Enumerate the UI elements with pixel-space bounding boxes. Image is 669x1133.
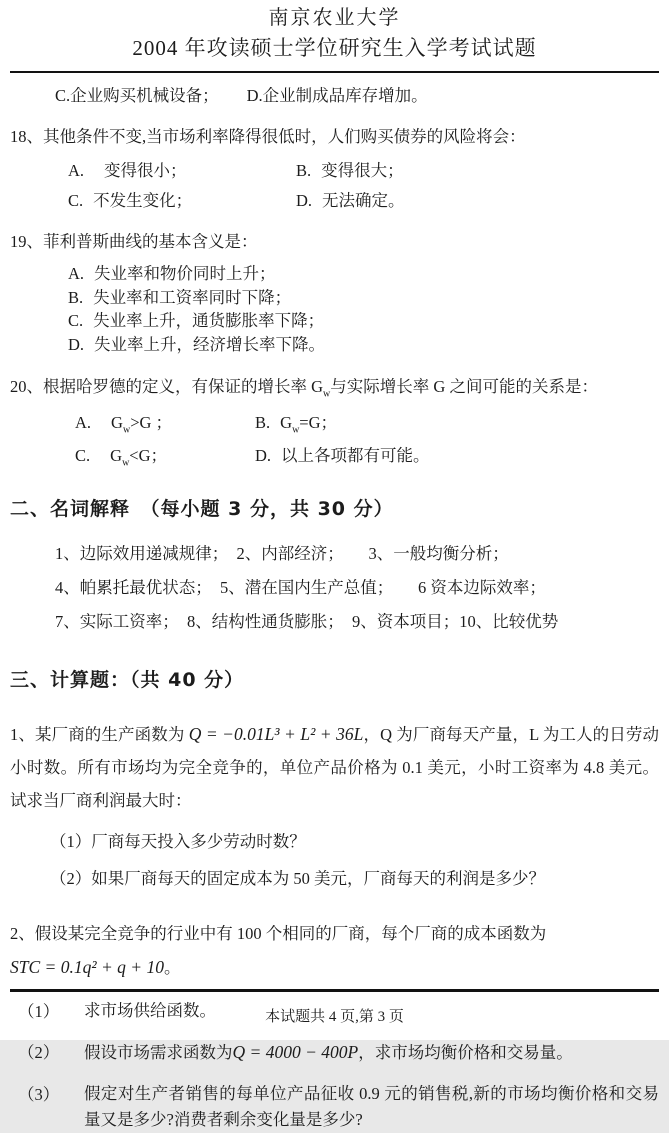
section-2-heading: 二、名词解释 （每小题 3 分，共 30 分） [10, 497, 394, 520]
q18-option-c-text: 不发生变化； [93, 191, 193, 210]
q20-stem-subscript: w [323, 388, 331, 400]
q18-option-c-label: C. [68, 191, 84, 210]
q18-option-b [296, 157, 659, 181]
q19-option-d [68, 333, 659, 357]
q20-option-a [75, 409, 255, 435]
calc1-intro-pre: 1、某厂商的生产函数为 [10, 724, 189, 744]
q20-option-b-var: G [280, 413, 293, 433]
calc-question-1 [10, 718, 659, 891]
q19-option-a-label: A. [68, 264, 85, 283]
q20-stem [10, 373, 659, 399]
q20-option-c-subscript: w [122, 456, 130, 468]
q20-option-b-text [280, 413, 338, 436]
terms-line-3: 7、实际工资率； 8、结构性通货膨胀； 9、资本项目；10、比较优势 [55, 611, 559, 631]
calc1-production-function: Q = −0.01L³ + L² + 36L [188, 723, 364, 744]
exam-header [10, 6, 659, 62]
q20-option-c-rest: <G； [129, 445, 168, 465]
calc1-intro-post: ，Q 为厂商每天产量，L 为工人的日劳动小时数。所有市场均为完全竞争的，单位产品价格为 0.1 美元，小时工资率为 4.8 美元。试求当厂商利润最大时： [10, 724, 660, 810]
calc2-sub-1-text: 求市场供给函数。 [84, 1000, 216, 1020]
calc1-sub-2: （2）如果厂商每天的固定成本为 50 美元，厂商每天的利润是多少？ [50, 868, 545, 888]
q20-option-a-label: A. [75, 413, 92, 433]
q18-stem: 18、其他条件不变,当市场利率降得很低时，人们购买债券的风险将会： [10, 127, 526, 146]
section-2-terms [55, 537, 659, 639]
q18-option-a-text: 变得很小； [104, 161, 187, 180]
calc2-cost-function: STC = 0.1q² + q + 10 [10, 956, 164, 977]
q18-options [68, 157, 659, 211]
section-3-heading: 三、计算题：（共 40 分） [10, 668, 245, 691]
carryover-options [55, 82, 659, 106]
calc2-sub-2-label: （2） [18, 1042, 60, 1062]
q18-option-d-text: 无法确定。 [322, 191, 405, 210]
q20-option-b-rest: =G； [299, 413, 338, 433]
footer-divider [10, 989, 659, 992]
calc2-cost-function-period: 。 [163, 957, 181, 977]
q19-stem: 19、菲利普斯曲线的基本含义是： [10, 232, 258, 251]
q19-option-c [68, 309, 659, 333]
q18-option-c [68, 187, 296, 211]
calc2-sub-2-pre: 假设市场需求函数为 [84, 1042, 233, 1062]
terms-line-2: 4、帕累托最优状态； 5、潜在国内生产总值； 6 资本边际效率； [55, 577, 546, 597]
question-18 [10, 123, 659, 211]
q18-option-b-text: 变得很大； [321, 161, 404, 180]
university-name: 南京农业大学 [268, 7, 401, 29]
q20-option-c [75, 442, 255, 468]
q19-option-a [68, 262, 659, 286]
q19-option-c-text: 失业率上升，通货膨胀率下降； [93, 311, 325, 330]
q20-option-a-rest: >G ； [130, 413, 173, 433]
calc2-sub-2-text [84, 1039, 659, 1066]
q20-stem-pre: 20、根据哈罗德的定义，有保证的增长率 G [10, 377, 324, 396]
calc1-sub-1: （1）厂商每天投入多少劳动时数？ [50, 831, 306, 851]
q20-option-d [255, 442, 659, 468]
q19-option-b-label: B. [68, 287, 84, 307]
q18-option-a [68, 157, 296, 181]
calc2-intro: 2、假设某完全竞争的行业中有 100 个相同的厂商，每个厂商的成本函数为 [10, 923, 547, 943]
exam-title: 2004 年攻读硕士学位研究生入学考试试题 [132, 36, 537, 60]
calc2-sub-2 [18, 1039, 659, 1066]
q20-option-b-subscript: w [292, 424, 300, 436]
calc2-sub-1-label: （1） [18, 1001, 60, 1021]
page-number-note: 本试题共 4 页,第 3 页 [265, 1009, 404, 1025]
q19-option-d-text: 失业率上升，经济增长率下降。 [94, 334, 326, 354]
calc2-sub-3-text: 假定对生产者销售的每单位产品征收 0.9 元的销售税,新的市场均衡价格和交易量又是多少?消费者剩余变化量是多少? [84, 1083, 659, 1129]
header-divider [10, 71, 659, 73]
page-footer [10, 989, 659, 1026]
q17-option-d: D.企业制成品库存增加。 [246, 86, 428, 105]
question-19 [10, 228, 659, 356]
q20-option-a-text [111, 413, 173, 436]
q18-option-d [296, 187, 659, 211]
q20-option-c-var: G [110, 445, 123, 465]
q20-option-a-subscript: w [122, 424, 131, 436]
calc2-sub-3 [18, 1081, 659, 1133]
q19-option-a-text: 失业率和物价同时上升； [94, 264, 276, 283]
q19-option-c-label: C. [68, 311, 84, 330]
q17-option-c: C.企业购买机械设备； [55, 86, 219, 105]
q19-option-d-label: D. [68, 334, 85, 354]
q19-option-b [68, 286, 659, 310]
q20-options [75, 409, 659, 468]
q20-option-a-var: G [111, 413, 123, 433]
q18-option-a-label: A. [68, 161, 85, 180]
calc1-intro [10, 718, 659, 817]
calc2-sub-3-label: （3） [18, 1084, 60, 1104]
q19-options [68, 262, 659, 356]
calc2-sub-2-post: ，求市场均衡价格和交易量。 [358, 1042, 573, 1062]
q20-option-d-text: 以上各项都有可能。 [281, 445, 430, 465]
q18-option-b-label: B. [296, 161, 312, 180]
q20-option-c-text [110, 445, 168, 468]
q20-option-b-label: B. [255, 413, 271, 433]
q20-stem-post: 与实际增长率 G 之间可能的关系是： [330, 377, 598, 396]
q20-option-d-label: D. [255, 445, 272, 465]
q20-option-c-label: C. [75, 445, 91, 465]
question-20 [10, 373, 659, 468]
q19-option-b-text: 失业率和工资率同时下降； [93, 287, 292, 307]
calc2-demand-function: Q = 4000 − 400P [232, 1041, 359, 1062]
q18-option-d-label: D. [296, 191, 313, 210]
calc2-cost-function-line [10, 952, 659, 983]
q20-option-b [255, 409, 659, 435]
terms-line-1: 1、边际效用递减规律； 2、内部经济； 3、一般均衡分析； [55, 543, 509, 563]
